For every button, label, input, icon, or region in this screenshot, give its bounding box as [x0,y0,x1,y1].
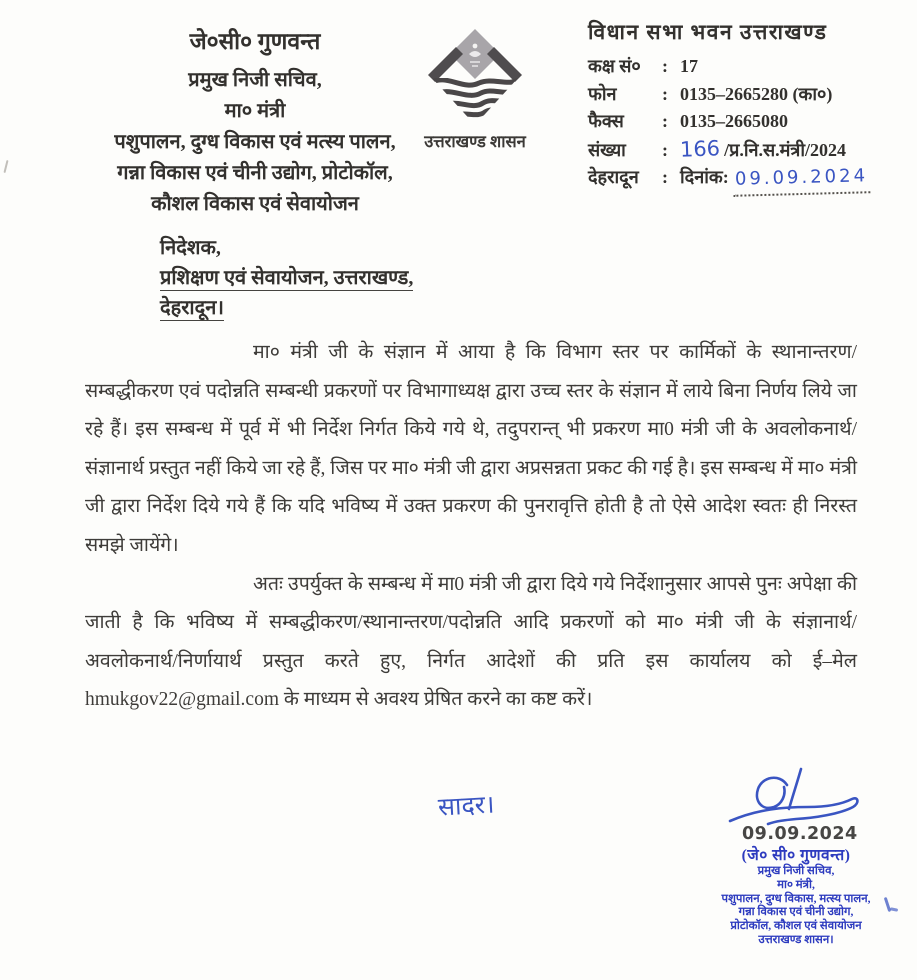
stamp-line: मा० मंत्री, [777,878,815,891]
letter-number-label: संख्या [588,139,626,160]
stamp-line: उत्तराखण्ड शासन। [758,933,834,946]
body-paragraph-1: मा० मंत्री जी के संज्ञान में आया है कि विभाग स्तर पर कार्मिकों के स्थानान्तरण/सम्बद्धीकरण एवं पदोन्नति सम्बन्धी प्रकरणों पर विभागाध्यक्ष द्वारा उच्च स्तर के संज्ञान में लाये बिना निर्णय लिये जा रहे हैं। इस सम्बन्ध में पूर्व में भी निर्देश निर्गत किये गये थे, तदुपरान्त् भी प्रकरण मा0 मंत्री जी के अवलोकनार्थ/संज्ञानार्थ प्रस्तुत नहीं किये जा रहे हैं, जिस पर मा० मंत्री जी द्वारा अप्रसन्नता प्रकट की गई है। इस सम्बन्ध में मा० मंत्री जी द्वारा निर्देश दिये गये हैं कि यदि भविष्य में उक्त प्रकरण की पुनरावृत्ति होती है तो ऐसे आदेश स्वतः ही निरस्त समझे जायेंगे। [85,342,857,556]
addressee-city [160,293,413,323]
stamp-line: पशुपालन, दुग्ध विकास, मत्स्य पालन, [721,892,871,905]
addressee-dept-text: प्रशिक्षण एवं सेवायोजन, उत्तराखण्ड, [160,267,414,289]
sender-block [55,24,455,220]
emblem-caption: उत्तराखण्ड शासन [424,132,526,151]
sender-name: जे०सी० गुणवन्त [189,29,321,54]
phone-number: 0135–2665280 (का०) [680,83,833,104]
stamp-name: (जे० सी० गुणवन्त) [741,847,851,864]
stamp-line: प्रमुख निजी सचिव, [757,865,835,877]
addressee-city-text: देहरादून। [160,297,224,319]
separator: : [662,83,668,104]
separator: : [662,111,668,131]
handwritten-date: 09.09.2024 [732,162,870,196]
separator: : [662,56,668,76]
signature-date: 09.09.2024 [742,824,858,844]
addressee-block [160,233,413,323]
sender-dept-1: पशुपालन, दुग्ध विकास एवं मत्स्य पालन, [114,131,396,153]
separator: : [662,167,668,187]
stamp-line: प्रोटोकॉल, कौशल एवं सेवायोजन [730,920,862,933]
stamp-line: गन्ना विकास एवं चीनी उद्योग, [738,906,854,919]
office-block [588,18,910,195]
room-number: 17 [680,56,698,76]
sender-minister: मा० मंत्री [224,100,286,122]
sender-dept-3: कौशल विकास एवं सेवायोजन [151,193,359,215]
place-label: देहरादून [588,167,639,187]
fax-label: फैक्स [588,111,624,131]
office-title: विधान सभा भवन उत्तराखण्ड [588,20,828,44]
scan-artifact [3,160,8,173]
letter-body [85,334,857,720]
date-label: दिनांक: [680,167,729,187]
phone-label: फोन [588,83,617,104]
room-label: कक्ष सं० [588,56,641,76]
uttarakhand-emblem [418,24,532,152]
separator: : [662,139,668,160]
letter-number-value [680,136,846,165]
body-paragraph-2: अतः उपर्युक्त के सम्बन्ध में मा0 मंत्री जी द्वारा दिये गये निर्देशानुसार आपसे पुनः अपेक्षा की जाती है कि भविष्य में सम्बद्धीकरण/स्थानान्तरण/पदोन्नति आदि प्रकरणों को मा० मंत्री जी के संज्ञानार्थ/अवलोकनार्थ/निर्णायार्थ प्रस्तुत करते हुए, निर्गत आदेशों की प्रति इस कार्यालय को ई–मेल hmukgov22@gmail.com के माध्यम से अवश्य प्रेषित करने का कष्ट करें। [85,573,857,711]
addressee-dept [160,263,413,293]
signature-stamp [676,846,916,948]
letter-number-suffix: /प्र.नि.स.मंत्री/2024 [724,139,847,160]
addressee-title: निदेशक, [160,237,221,259]
fax-number: 0135–2665080 [680,111,788,131]
sender-designation: प्रमुख निजी सचिव, [188,69,322,91]
office-row-fax [588,108,910,136]
office-row-date [588,164,910,195]
uttarakhand-government-emblem-icon [418,24,532,128]
office-row-room [588,53,910,81]
date-value [680,164,870,195]
sender-dept-2: गन्ना विकास एवं चीनी उद्योग, प्रोटोकॉल, [117,162,393,184]
handwritten-letter-number: 166 [679,135,721,162]
handwritten-salutation: सादर। [437,789,496,822]
office-row-phone [588,81,910,109]
office-row-letter-number [588,136,910,165]
